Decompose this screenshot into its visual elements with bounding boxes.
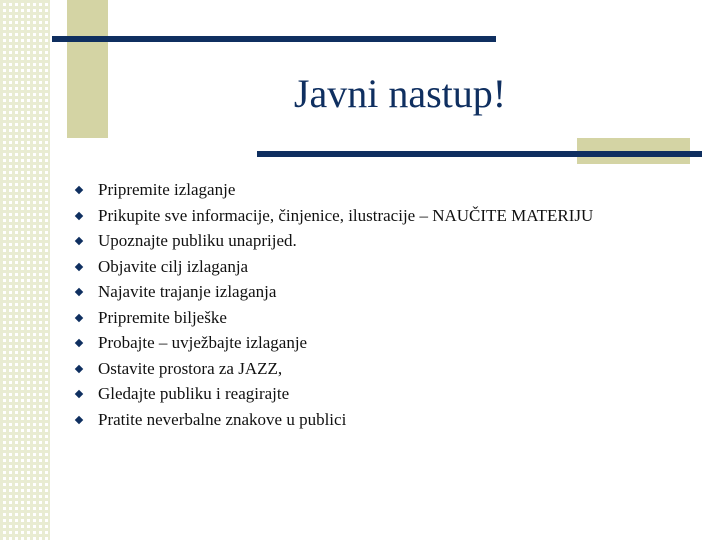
- bullet-item: [76, 356, 636, 382]
- bullet-text: Objavite cilj izlaganja: [98, 256, 249, 276]
- bullet-item: [76, 305, 636, 331]
- bullet-text: Pripremite izlaganje: [98, 180, 236, 199]
- diamond-bullet-icon: [75, 415, 83, 423]
- bullet-list: [76, 177, 636, 432]
- bullet-item: [76, 203, 636, 229]
- diamond-bullet-icon: [75, 288, 83, 296]
- title-line-top: [52, 36, 496, 42]
- diamond-bullet-icon: [75, 186, 83, 194]
- diamond-bullet-icon: [75, 211, 83, 219]
- bullet-item: [76, 381, 636, 407]
- slide-title: Javni nastup!: [293, 71, 507, 116]
- strip-divider: [50, 0, 51, 540]
- bullet-text: Upoznajte publiku unaprijed.: [98, 231, 297, 250]
- diamond-bullet-icon: [75, 313, 83, 321]
- bullet-text: Pripremite bilješke: [98, 307, 227, 327]
- diamond-bullet-icon: [75, 364, 83, 372]
- bullet-text: Ostavite prostora za JAZZ,: [98, 358, 283, 378]
- decorative-checker-strip: [0, 0, 50, 540]
- bullet-text: Probajte – uvježbajte izlaganje: [98, 333, 308, 352]
- bullet-item: [76, 330, 636, 356]
- diamond-bullet-icon: [75, 339, 83, 347]
- bullet-item: [76, 254, 636, 280]
- bullet-item: [76, 228, 636, 254]
- bullet-text: Gledajte publiku i reagirajte: [98, 384, 290, 403]
- bullet-item: [76, 407, 636, 433]
- title-line-bottom: [257, 151, 702, 157]
- diamond-bullet-icon: [75, 237, 83, 245]
- bullet-text: Najavite trajanje izlaganja: [98, 282, 277, 301]
- bullet-item: [76, 279, 636, 305]
- bullet-text: Pratite neverbalne znakove u publici: [98, 409, 347, 429]
- diamond-bullet-icon: [75, 390, 83, 398]
- olive-accent-block-top: [67, 0, 108, 138]
- diamond-bullet-icon: [75, 262, 83, 270]
- bullet-text: Prikupite sve informacije, činjenice, ilustracije – NAUČITE MATERIJU: [98, 205, 594, 225]
- bullet-item: [76, 177, 636, 203]
